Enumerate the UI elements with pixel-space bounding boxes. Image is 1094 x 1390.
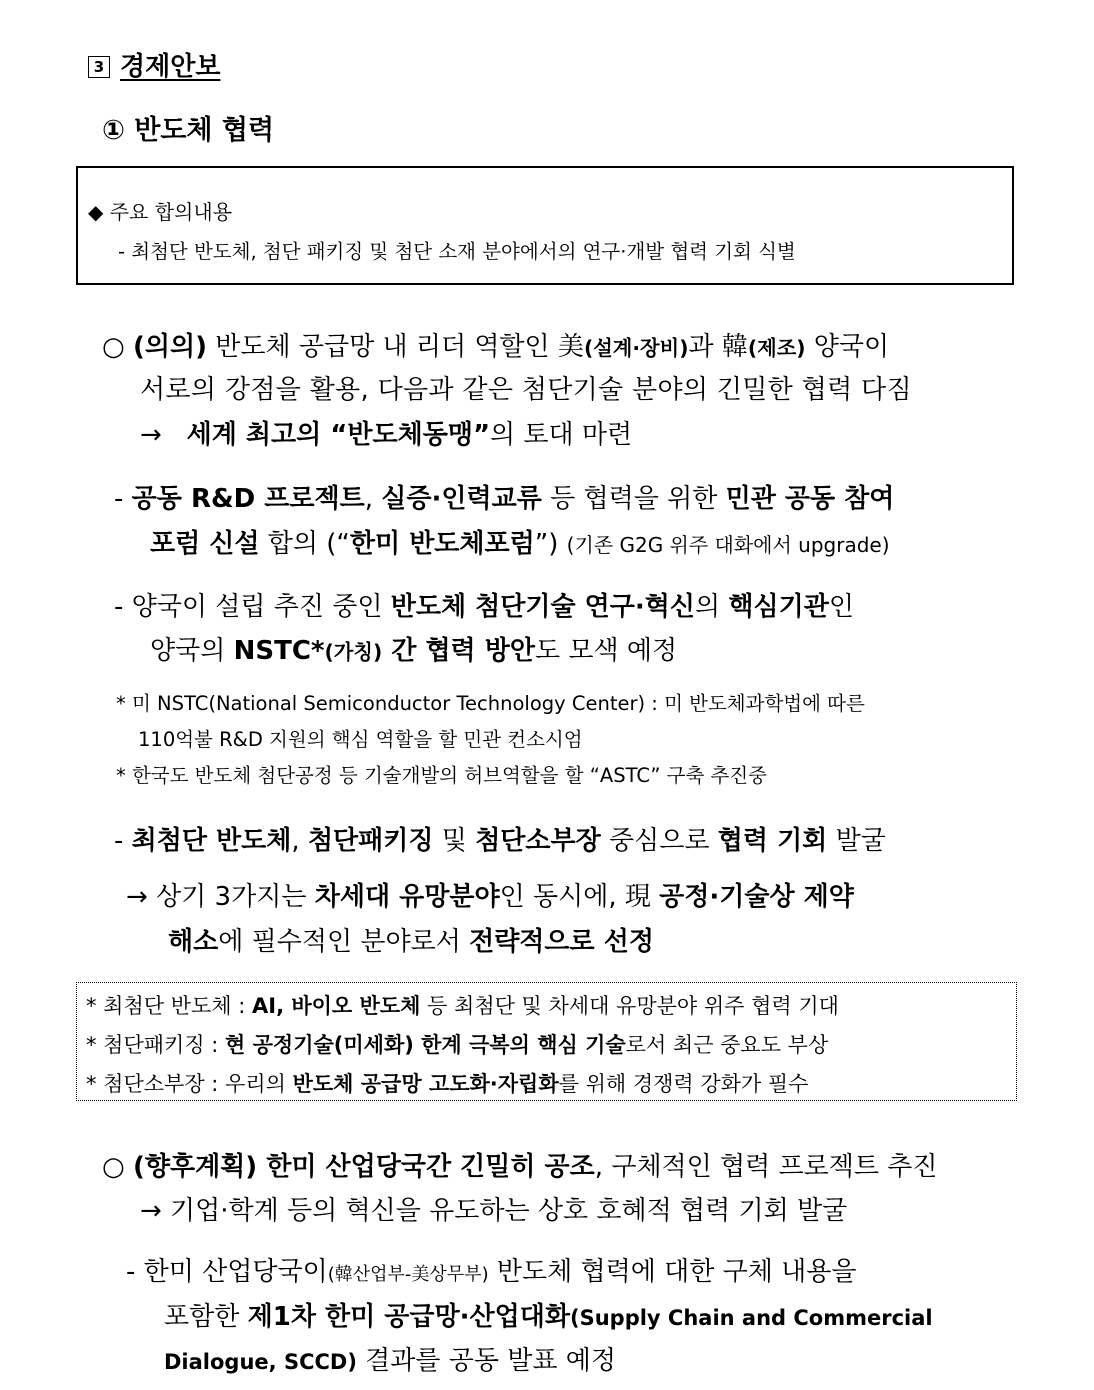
focus-line [114, 820, 886, 857]
note-advanced-semiconductor [86, 990, 839, 1020]
dash: - [114, 826, 124, 856]
text-bold: 현 공정기술(미세화) 한계 극복의 핵심 기술 [225, 1033, 626, 1057]
bullet-circle: ○ [102, 332, 125, 362]
kr-role: (제조) [747, 336, 806, 360]
text-run: 로서 최근 중요도 부상 [625, 1033, 829, 1057]
text-bold: (Supply Chain and Commercial [569, 1306, 933, 1330]
strategy-line-1 [126, 876, 854, 913]
text-bold: 공정·기술상 제약 [659, 882, 854, 912]
text-bold: 전략적으로 선정 [469, 927, 654, 957]
text-bold: 첨단소부장 [475, 826, 601, 856]
text-bold: 민관 공동 참여 [725, 484, 895, 514]
text-run: * 최첨단 반도체 : [86, 994, 252, 1018]
text-bold: 반도체 첨단기술 연구·혁신 [390, 592, 696, 622]
text-run: , 구체적인 협력 프로젝트 추진 [594, 1152, 938, 1182]
text-bold: 협력 기회 [717, 826, 828, 856]
text-bold: Dialogue, SCCD) [164, 1350, 357, 1374]
text-run: , [291, 826, 308, 856]
text-run: 중심으로 [600, 826, 718, 856]
forum-note: (기존 G2G 위주 대화에서 upgrade) [566, 533, 890, 557]
text-run: 합의 (“ [259, 529, 350, 559]
strategy-line-2 [168, 921, 654, 958]
dash: - [114, 592, 124, 622]
text-bold: 첨단패키징 [307, 826, 434, 856]
text-run: 의 토대 마련 [490, 420, 633, 450]
text-run: 양국의 [150, 636, 234, 666]
text-run: 양국이 [805, 332, 890, 362]
significance-line-3 [140, 414, 632, 451]
forum-line-2 [150, 523, 890, 560]
us-role: (설계·장비) [583, 336, 689, 360]
plan-line-2: → 기업·학계 등의 혁신을 유도하는 상호 호혜적 협력 기회 발굴 [140, 1196, 848, 1226]
text-bold: 공동 R&D 프로젝트 [131, 484, 365, 514]
text-bold: 핵심기관 [728, 592, 829, 622]
arrow: → [126, 882, 148, 912]
section-number-box: 3 [88, 56, 110, 78]
text-run: 포함한 [164, 1302, 248, 1332]
significance-label: (의의) [132, 332, 207, 362]
text-run: 등 최첨단 및 차세대 유망분야 위주 협력 기대 [420, 994, 839, 1018]
text-bold: 제1차 한미 공급망·산업대화 [247, 1302, 570, 1332]
note-advanced-packaging [86, 1029, 828, 1059]
text-bold: (가칭) [324, 640, 383, 664]
text-bold: AI, 바이오 반도체 [252, 994, 421, 1018]
text-run: 과 韓 [688, 332, 748, 362]
text-bold: 실증·인력교류 [381, 484, 542, 514]
significance-line-2: 서로의 강점을 활용, 다음과 같은 첨단기술 분야의 긴밀한 협력 다짐 [140, 375, 912, 405]
text-run: 의 [695, 592, 729, 622]
nstc-line-2 [150, 630, 677, 667]
section-title-text: 경제안보 [120, 52, 221, 82]
section-title [88, 46, 220, 83]
summary-box [76, 166, 1014, 285]
text-bold: (향후계획) 한미 산업당국간 긴밀히 공조 [132, 1152, 595, 1182]
summary-item: - 최첨단 반도체, 첨단 패키징 및 첨단 소재 분야에서의 연구·개발 협력 기회 식별 [118, 240, 796, 263]
text-run: * 첨단소부장 : 우리의 [86, 1072, 293, 1096]
text-bold: 해소 [168, 927, 219, 957]
text-run: 발굴 [827, 826, 886, 856]
text-bold: 포럼 신설 [150, 529, 260, 559]
subsection-title: ① 반도체 협력 [102, 115, 275, 146]
text-run: 양국이 설립 추진 중인 [123, 592, 391, 622]
text-run: 인 동시에, 現 [499, 882, 660, 912]
text-run: 등 협력을 위한 [541, 484, 726, 514]
text-run: 를 위해 경쟁력 강화가 필수 [558, 1072, 809, 1096]
text-run: - 한미 산업당국이 [126, 1257, 328, 1287]
summary-heading: ◆ 주요 합의내용 [88, 200, 233, 224]
significance-line-1 [102, 326, 889, 363]
text-run: ”) [534, 529, 567, 559]
text-bold: 최첨단 반도체 [131, 826, 292, 856]
dialogue-line-1 [126, 1251, 856, 1288]
text-bold: 차세대 유망분야 [314, 882, 500, 912]
text-run: 도 모색 예정 [534, 636, 678, 666]
note-astc: * 한국도 반도체 첨단공정 등 기술개발의 허브역할을 할 “ASTC” 구축 추진중 [116, 764, 768, 787]
note-advanced-materials [86, 1068, 808, 1098]
text-run: 반도체 협력에 대한 구체 내용을 [488, 1257, 857, 1287]
text-bold: 반도체 공급망 고도화·자립화 [292, 1072, 559, 1096]
text-run: , [364, 484, 382, 514]
text-bold: 간 협력 방안 [382, 636, 535, 666]
dash: - [114, 484, 124, 514]
text-bold: 한미 반도체포럼 [349, 529, 535, 559]
dialogue-line-3 [164, 1340, 616, 1377]
arrow: → [140, 420, 162, 450]
plan-line-1 [102, 1146, 938, 1183]
text-run: 상기 3가지는 [147, 882, 315, 912]
nstc-line-1 [114, 586, 854, 623]
text-run: 반도체 공급망 내 리더 역할인 美 [206, 332, 584, 362]
bullet-circle: ○ [102, 1152, 125, 1182]
dialogue-line-2 [164, 1296, 933, 1333]
note-nstc-1: * 미 NSTC(National Semiconductor Technology Center) : 미 반도체과학법에 따른 [116, 692, 865, 715]
text-run: 에 필수적인 분야로서 [218, 927, 470, 957]
text-bold: NSTC* [233, 636, 325, 666]
semiconductor-alliance: 세계 최고의 “반도체동맹” [186, 420, 491, 450]
forum-line-1 [114, 478, 894, 515]
ministries-note: (韓산업부-美상무부) [327, 1264, 489, 1285]
text-run: * 첨단패키징 : [86, 1033, 226, 1057]
text-run: 결과를 공동 발표 예정 [356, 1346, 617, 1376]
note-nstc-2: 110억불 R&D 지원의 핵심 역할을 할 민관 컨소시엄 [138, 728, 583, 751]
text-run: 인 [828, 592, 855, 622]
text-run: 및 [433, 826, 476, 856]
